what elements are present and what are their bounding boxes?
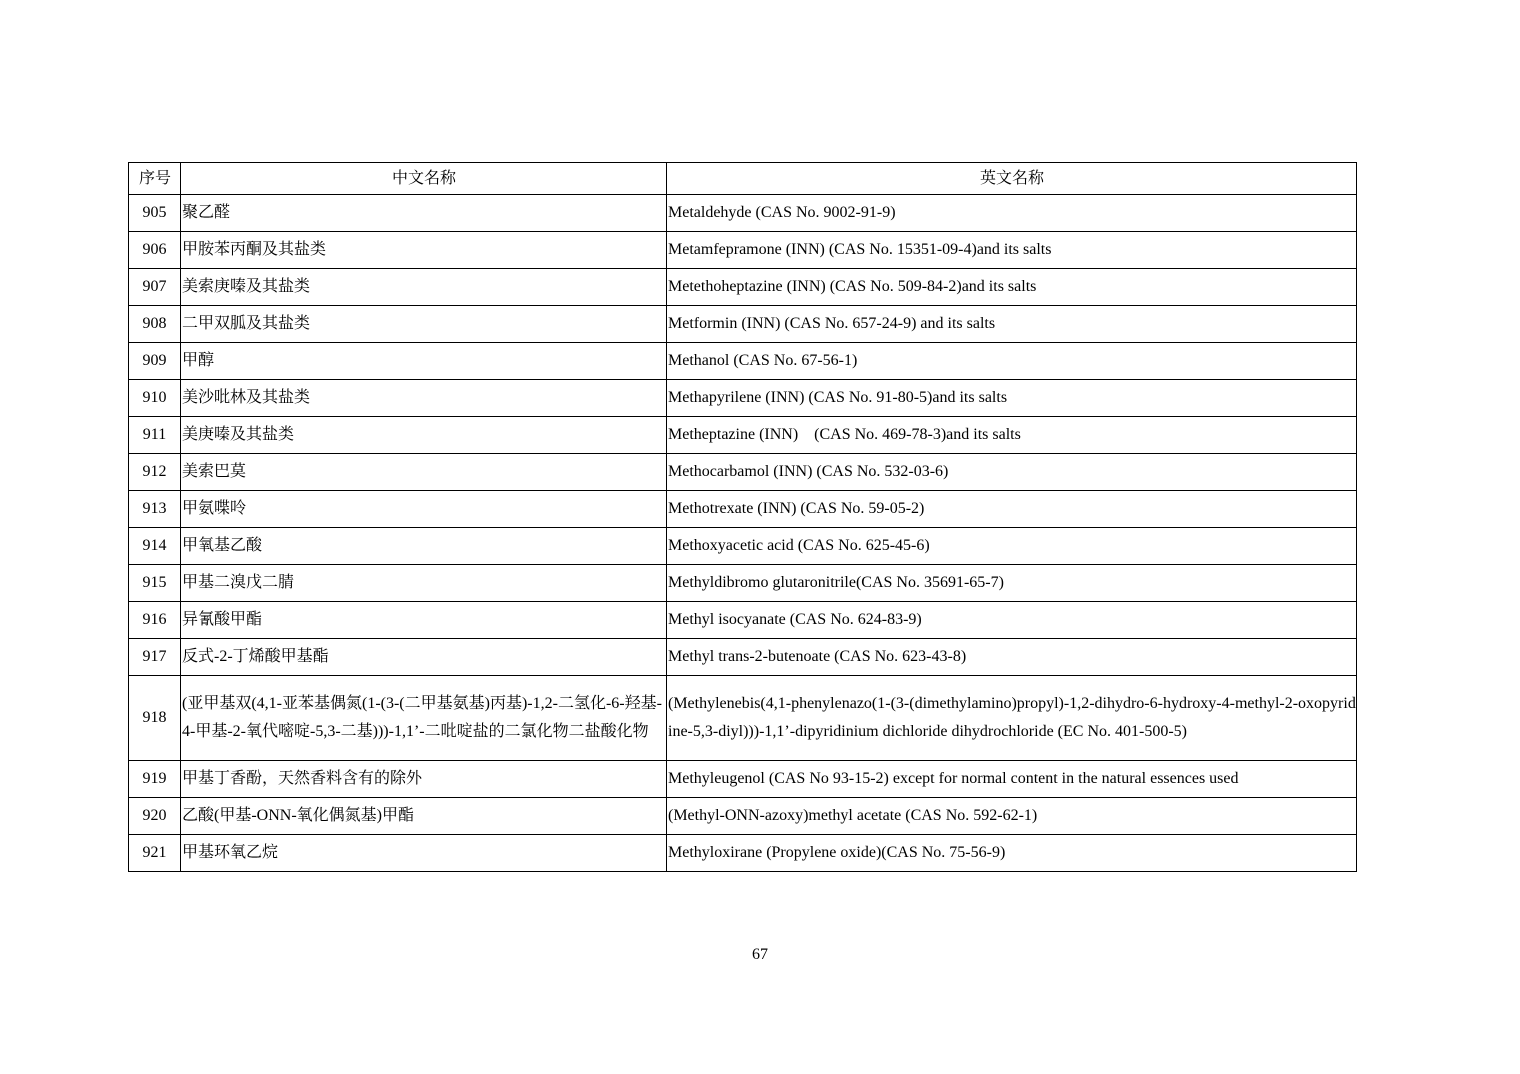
cell-english-name: Methoxyacetic acid (CAS No. 625-45-6) — [667, 528, 1357, 565]
prohibited-ingredients-table — [128, 162, 1357, 872]
table-row — [129, 798, 1357, 835]
cell-serial-number: 917 — [129, 639, 181, 676]
table-row — [129, 380, 1357, 417]
header-chinese-name: 中文名称 — [181, 163, 667, 195]
table-row — [129, 639, 1357, 676]
cell-english-name: Methanol (CAS No. 67-56-1) — [667, 343, 1357, 380]
cell-chinese-name: 甲基丁香酚，天然香料含有的除外 — [181, 761, 667, 798]
cell-chinese-name: (亚甲基双(4,1-亚苯基偶氮(1-(3-(二甲基氨基)丙基)-1,2-二氢化-6-羟基-4-甲基-2-氧代嘧啶-5,3-二基)))-1,1’-二吡啶盐的二氯化物二盐酸化物 — [181, 676, 667, 761]
cell-english-name: Methyloxirane (Propylene oxide)(CAS No. 75-56-9) — [667, 835, 1357, 872]
table-row — [129, 491, 1357, 528]
cell-english-name: Metheptazine (INN) (CAS No. 469-78-3)and its salts — [667, 417, 1357, 454]
cell-english-name: Metamfepramone (INN) (CAS No. 15351-09-4)and its salts — [667, 232, 1357, 269]
table-row — [129, 761, 1357, 798]
cell-chinese-name: 反式-2-丁烯酸甲基酯 — [181, 639, 667, 676]
cell-english-name: Methyleugenol (CAS No 93-15-2) except for normal content in the natural essences used — [667, 761, 1357, 798]
table-body — [129, 195, 1357, 872]
page-number: 67 — [752, 946, 768, 963]
cell-english-name: Methocarbamol (INN) (CAS No. 532-03-6) — [667, 454, 1357, 491]
table-row — [129, 835, 1357, 872]
cell-serial-number: 919 — [129, 761, 181, 798]
cell-serial-number: 911 — [129, 417, 181, 454]
header-row — [129, 163, 1357, 195]
table-row — [129, 602, 1357, 639]
cell-serial-number: 920 — [129, 798, 181, 835]
table-row — [129, 306, 1357, 343]
cell-chinese-name: 甲基环氧乙烷 — [181, 835, 667, 872]
cell-chinese-name: 美索庚嗪及其盐类 — [181, 269, 667, 306]
cell-serial-number: 914 — [129, 528, 181, 565]
cell-serial-number: 906 — [129, 232, 181, 269]
table-row — [129, 454, 1357, 491]
cell-chinese-name: 乙酸(甲基-ONN-氧化偶氮基)甲酯 — [181, 798, 667, 835]
cell-chinese-name: 二甲双胍及其盐类 — [181, 306, 667, 343]
cell-chinese-name: 甲氧基乙酸 — [181, 528, 667, 565]
cell-serial-number: 905 — [129, 195, 181, 232]
table-row — [129, 232, 1357, 269]
cell-english-name: Methotrexate (INN) (CAS No. 59-05-2) — [667, 491, 1357, 528]
table-row — [129, 417, 1357, 454]
cell-chinese-name: 美沙吡林及其盐类 — [181, 380, 667, 417]
table-row — [129, 565, 1357, 602]
cell-english-name: Metformin (INN) (CAS No. 657-24-9) and its salts — [667, 306, 1357, 343]
cell-serial-number: 915 — [129, 565, 181, 602]
header-english-name: 英文名称 — [667, 163, 1357, 195]
table-row — [129, 343, 1357, 380]
cell-chinese-name: 甲醇 — [181, 343, 667, 380]
cell-chinese-name: 甲胺苯丙酮及其盐类 — [181, 232, 667, 269]
cell-english-name: Methyl isocyanate (CAS No. 624-83-9) — [667, 602, 1357, 639]
table-row — [129, 528, 1357, 565]
cell-serial-number: 921 — [129, 835, 181, 872]
table-row — [129, 195, 1357, 232]
table-header — [129, 163, 1357, 195]
cell-serial-number: 909 — [129, 343, 181, 380]
cell-serial-number: 916 — [129, 602, 181, 639]
cell-serial-number: 910 — [129, 380, 181, 417]
table-row — [129, 676, 1357, 761]
cell-serial-number: 918 — [129, 676, 181, 761]
cell-serial-number: 907 — [129, 269, 181, 306]
cell-chinese-name: 聚乙醛 — [181, 195, 667, 232]
cell-english-name: (Methyl-ONN-azoxy)methyl acetate (CAS No. 592-62-1) — [667, 798, 1357, 835]
header-serial-number: 序号 — [129, 163, 181, 195]
cell-serial-number: 913 — [129, 491, 181, 528]
cell-english-name: (Methylenebis(4,1-phenylenazo(1-(3-(dimethylamino)propyl)-1,2-dihydro-6-hydroxy-4-methyl-2-oxopyridine-5,3-diyl)))-1,1’-dipyridinium dichloride dihydrochloride (EC No. 401-500-5) — [667, 676, 1357, 761]
table-row — [129, 269, 1357, 306]
cell-english-name: Methyl trans-2-butenoate (CAS No. 623-43-8) — [667, 639, 1357, 676]
cell-english-name: Methapyrilene (INN) (CAS No. 91-80-5)and its salts — [667, 380, 1357, 417]
cell-serial-number: 912 — [129, 454, 181, 491]
cell-chinese-name: 异氰酸甲酯 — [181, 602, 667, 639]
cell-english-name: Methyldibromo glutaronitrile(CAS No. 35691-65-7) — [667, 565, 1357, 602]
cell-english-name: Metaldehyde (CAS No. 9002-91-9) — [667, 195, 1357, 232]
cell-chinese-name: 甲氨喋呤 — [181, 491, 667, 528]
cell-chinese-name: 甲基二溴戊二腈 — [181, 565, 667, 602]
cell-chinese-name: 美庚嗪及其盐类 — [181, 417, 667, 454]
cell-english-name: Metethoheptazine (INN) (CAS No. 509-84-2)and its salts — [667, 269, 1357, 306]
cell-serial-number: 908 — [129, 306, 181, 343]
cell-chinese-name: 美索巴莫 — [181, 454, 667, 491]
